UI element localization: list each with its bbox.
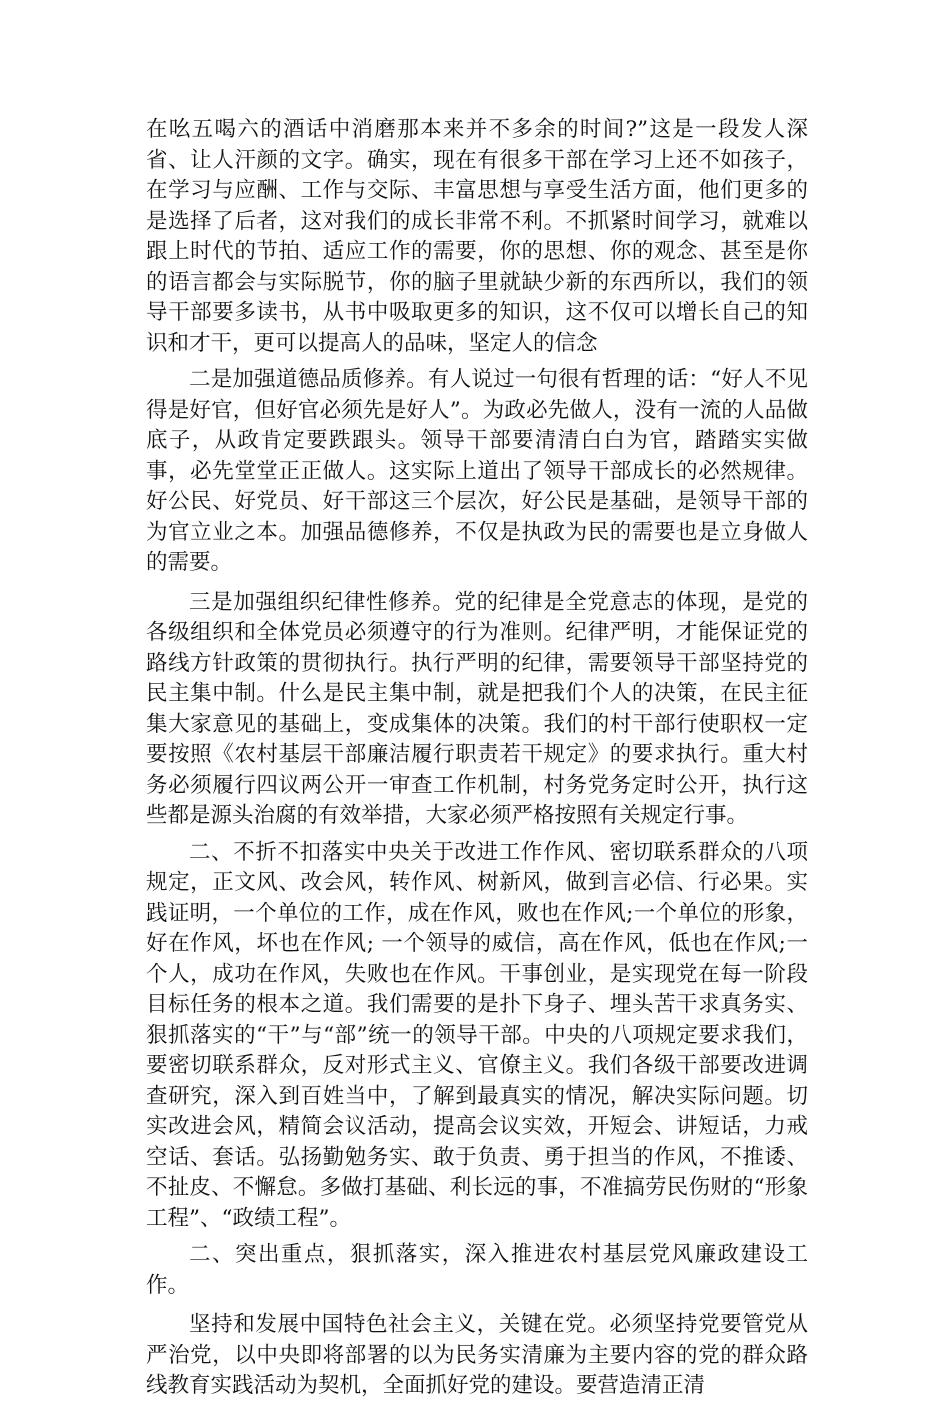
paragraph-eight-regulations: 二、不折不扣落实中央关于改进工作作风、密切联系群众的八项规定，正文风、改会风，转作风、树新风，做到言必信、行必果。实践证明，一个单位的工作，成在作风，败也在作风;一个单位的形象，好在作风，坏也在作风; 一个领导的威信，高在作风，低也在作风;一个人，成功在作风，失败也在作风。干事创业，是实现党在每一阶段目标任务的根本之道。我们需要的是扑下身子、埋头苦干求真务实、狠抓落实的“干”与“部”统一的领导干部。中央的八项规定要求我们，要密切联系群众，反对形式主义、官僚主义。我们各级干部要改进调查研究，深入到百姓当中，了解到最真实的情况，解决实际问题。切实改进会风，精简会议活动，提高会议实效，开短会、讲短话，力戒空话、套话。弘扬勤勉务实、敢于负责、勇于担当的作风，不推诿、不扯皮、不懈怠。多做打基础、利长远的事，不准搞劳民伤财的“形象工程”、“政绩工程”。 xyxy=(146,839,808,1231)
paragraph-party-building: 坚持和发展中国特色社会主义，关键在党。必须坚持党要管党从严治党，以中央即将部署的以为民务实清廉为主要内容的党的群众路线教育实践活动为契机，全面抓好党的建设。要营造清正清 xyxy=(146,1312,808,1398)
paragraph-discipline-cultivation: 三是加强组织纪律性修养。党的纪律是全党意志的体现，是党的各级组织和全体党员必须遵守的行为准则。纪律严明，才能保证党的路线方针政策的贯彻执行。执行严明的纪律，需要领导干部坚持党的民主集中制。什么是民主集中制，就是把我们个人的决策，在民主征集大家意见的基础上，变成集体的决策。我们的村干部行使职权一定要按照《农村基层干部廉洁履行职责若干规定》的要求执行。重大村务必须履行四议两公开一审查工作机制，村务党务定时公开，执行这些都是源头治腐的有效举措，大家必须严格按照有关规定行事。 xyxy=(146,589,808,828)
paragraph-moral-cultivation: 二是加强道德品质修养。有人说过一句很有哲理的话：“好人不见得是好官，但好官必须先是好人”。为政必先做人，没有一流的人品做底子，从政肯定要跌跟头。领导干部要清清白白为官，踏踏实实做事，必先堂堂正正做人。这实际上道出了领导干部成长的必然规律。好公民、好党员、好干部这三个层次，好公民是基础，是领导干部的为官立业之本。加强品德修养，不仅是执政为民的需要也是立身做人的需要。 xyxy=(146,367,808,575)
paragraph-reading-continuation: 在吆五喝六的酒话中消磨那本来并不多余的时间?”这是一段发人深省、让人汗颜的文字。确实，现在有很多干部在学习上还不如孩子，在学习与应酬、工作与交际、丰富思想与享受生活方面，他们更多的是选择了后者，这对我们的成长非常不利。不抓紧时间学习，就难以跟上时代的节拍、适应工作的需要，你的思想、你的观念、甚至是你的语言都会与实际脱节，你的脑子里就缺少新的东西所以，我们的领导干部要多读书，从书中吸取更多的知识，这不仅可以增长自己的知识和才干，更可以提高人的品味，坚定人的信念 xyxy=(146,117,808,356)
document-body xyxy=(146,115,808,1402)
section-heading-key-points: 二、突出重点，狠抓落实，深入推进农村基层党风廉政建设工作。 xyxy=(146,1242,808,1298)
